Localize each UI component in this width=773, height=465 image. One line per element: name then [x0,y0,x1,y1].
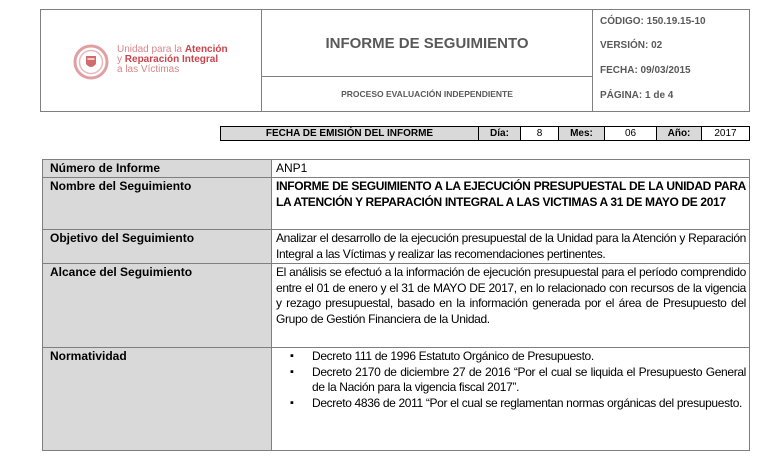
process-name: PROCESO EVALUACIÓN INDEPENDIENTE [261,76,593,112]
document-metadata [592,9,750,112]
pagina: PÁGINA: 1 de 4 [600,90,674,101]
row-normatividad [42,347,750,451]
mes-label: Mes: [558,126,605,141]
emission-label: FECHA DE EMISIÓN DEL INFORME [220,126,479,141]
alcance-value: El análisis se efectuó a la información de ejecución presupuestal para el período comprendido entre el 01 de enero y el 31 de MAYO DE 2017, en lo relacionado con recursos de la vigencia y rezago presupuestal, basado en la información generada por el área de Presupuesto del Grupo de Gestión Financiera de la Unidad. [271,263,750,348]
list-item: ▪ Decreto 111 de 1996 Estatuto Orgánico de Presupuesto. [290,349,746,365]
numero-label: Número de Informe [42,159,272,178]
normatividad-value [271,347,750,451]
nombre-label: Nombre del Seguimiento [42,177,272,230]
dia-label: Día: [478,126,521,141]
fecha: FECHA: 09/03/2015 [600,65,691,76]
numero-value: ANP1 [271,159,750,178]
normatividad-list [276,349,746,411]
row-objetivo [42,229,750,264]
normatividad-label: Normatividad [42,347,272,451]
objetivo-label: Objetivo del Seguimiento [42,229,272,264]
anio-label: Año: [656,126,702,141]
list-item: ▪ Decreto 4836 de 2011 “Por el cual se reglamentan normas orgánicas del presupuesto. [290,396,746,412]
anio-value: 2017 [701,126,750,141]
row-numero [42,159,750,178]
row-nombre [42,177,750,230]
objetivo-value: Analizar el desarrollo de la ejecución presupuestal de la Unidad para la Atención y Reparación Integral a las Víctimas y realizar las recomendaciones pertinentes. [271,229,750,264]
unidad-victimas-logo-icon [73,44,109,80]
nombre-value: INFORME DE SEGUIMIENTO A LA EJECUCIÓN PRESUPUESTAL DE LA UNIDAD PARA LA ATENCIÓN Y REPARACIÓN INTEGRAL A LAS VICTIMAS A 31 DE MAYO DE 2017 [271,177,750,230]
version: VERSIÓN: 02 [600,40,663,51]
alcance-label: Alcance del Seguimiento [42,263,272,348]
row-alcance [42,263,750,348]
document-title: INFORME DE SEGUIMIENTO [261,9,593,77]
mes-value: 06 [604,126,657,141]
logo-wordmark: Unidad para la Atención y Reparación Integral a las Víctimas [117,44,228,75]
list-item: ▪ Decreto 2170 de diciembre 27 de 2016 “Por el cual se liquida el Presupuesto General de la Nación para la vigencia fiscal 2017”. [290,365,746,396]
codigo: CÓDIGO: 150.19.15-10 [600,16,706,27]
logo-cell [40,9,262,112]
dia-value: 8 [520,126,559,141]
